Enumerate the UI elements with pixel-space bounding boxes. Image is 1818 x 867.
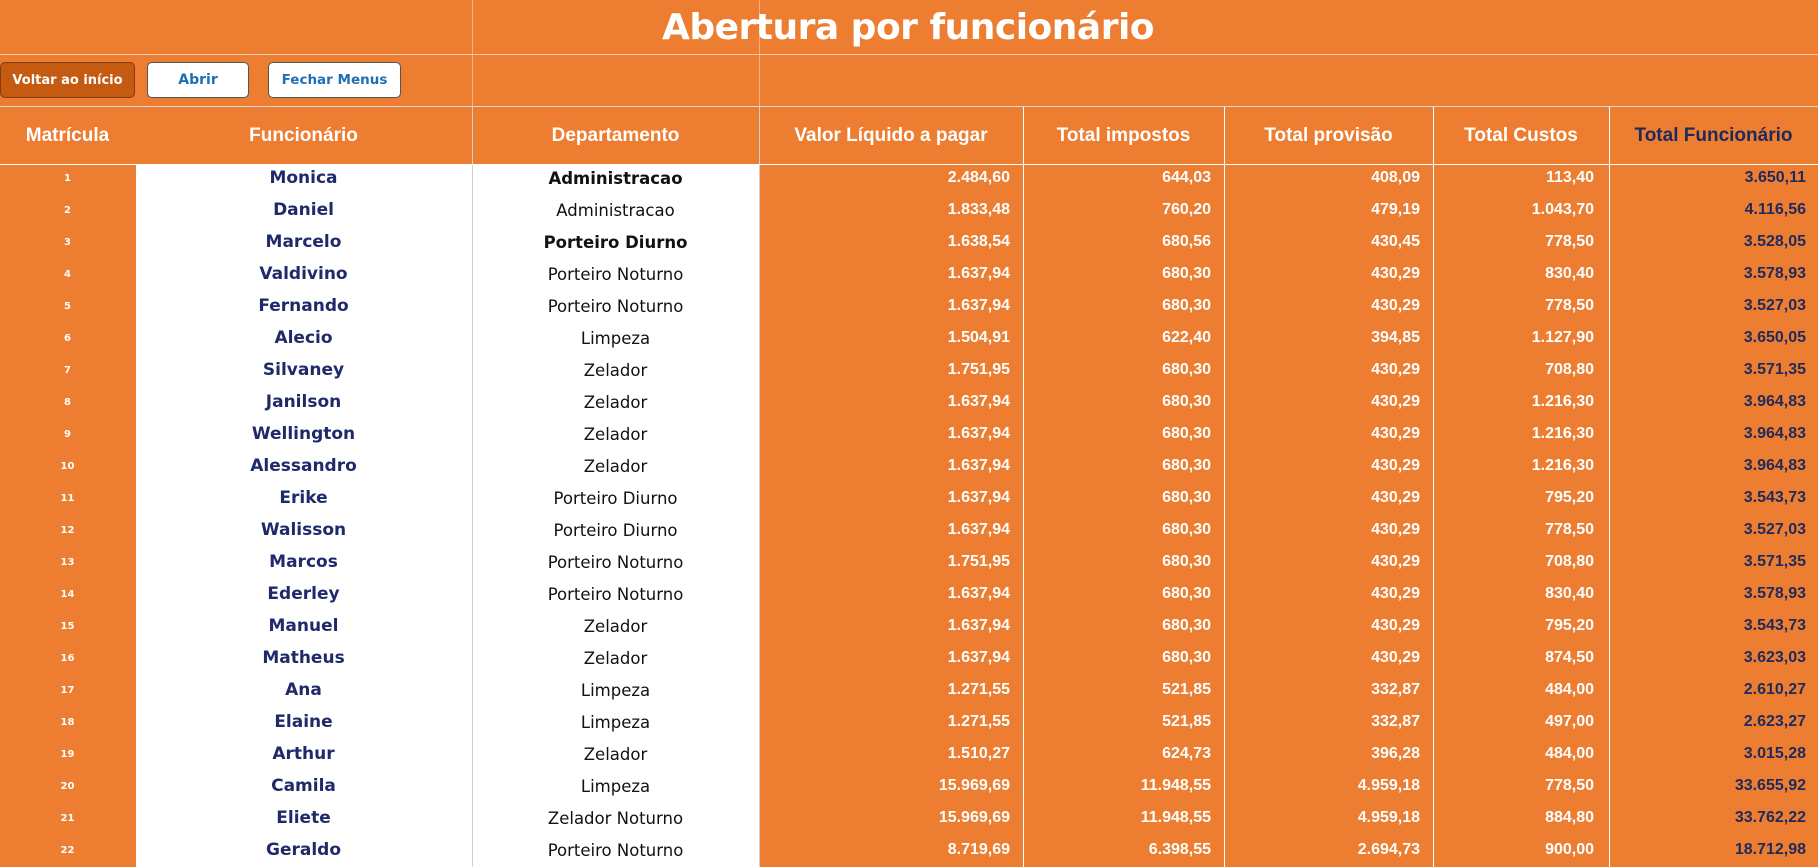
cell-total-funcionario[interactable]: 33.762,22 [1734, 809, 1806, 826]
cell-valor-liquido[interactable]: 15.969,69 [938, 809, 1010, 826]
cell-matricula[interactable]: 4 [64, 268, 71, 280]
table-row[interactable] [0, 450, 1818, 482]
cell-funcionario[interactable]: Daniel [273, 200, 334, 220]
table-row[interactable] [0, 482, 1818, 514]
cell-total-provisao[interactable]: 430,29 [1371, 649, 1420, 666]
cell-total-provisao[interactable]: 332,87 [1371, 713, 1420, 730]
cell-valor-liquido[interactable]: 1.637,94 [947, 265, 1010, 282]
cell-total-impostos[interactable]: 11.948,55 [1140, 777, 1211, 794]
cell-total-custos[interactable]: 1.216,30 [1531, 425, 1594, 442]
table-row[interactable] [0, 546, 1818, 578]
cell-funcionario[interactable]: Alecio [274, 328, 333, 348]
cell-total-funcionario[interactable]: 3.623,03 [1743, 649, 1806, 666]
cell-total-impostos[interactable]: 680,30 [1162, 265, 1211, 282]
cell-total-custos[interactable]: 1.216,30 [1531, 457, 1594, 474]
cell-total-funcionario[interactable]: 3.015,28 [1743, 745, 1806, 762]
cell-total-funcionario[interactable]: 18.712,98 [1734, 841, 1806, 858]
cell-total-custos[interactable]: 795,20 [1545, 489, 1594, 506]
cell-matricula[interactable]: 17 [60, 684, 75, 696]
cell-total-funcionario[interactable]: 3.528,05 [1743, 233, 1806, 250]
cell-valor-liquido[interactable]: 1.751,95 [947, 361, 1010, 378]
header-funcionario[interactable]: Funcionário [249, 124, 358, 146]
cell-total-provisao[interactable]: 430,29 [1371, 425, 1420, 442]
cell-valor-liquido[interactable]: 1.637,94 [947, 521, 1010, 538]
cell-total-impostos[interactable]: 624,73 [1162, 745, 1211, 762]
cell-funcionario[interactable]: Ana [285, 680, 322, 700]
cell-funcionario[interactable]: Eliete [276, 808, 331, 828]
grid-line [0, 54, 1818, 55]
cell-total-provisao[interactable]: 408,09 [1371, 169, 1420, 186]
cell-total-funcionario[interactable]: 4.116,56 [1744, 201, 1806, 218]
cell-matricula[interactable]: 10 [60, 460, 75, 472]
table-header [0, 106, 1818, 165]
cell-departamento[interactable]: Zelador [583, 616, 648, 636]
cell-valor-liquido[interactable]: 8.719,69 [947, 841, 1010, 858]
cell-total-custos[interactable]: 1.043,70 [1531, 201, 1594, 218]
table-row[interactable] [0, 194, 1818, 226]
table-row[interactable] [0, 386, 1818, 418]
cell-funcionario[interactable]: Erike [279, 488, 328, 508]
cell-total-impostos[interactable]: 680,30 [1162, 585, 1211, 602]
table-row[interactable] [0, 514, 1818, 546]
cell-total-impostos[interactable]: 680,30 [1162, 521, 1211, 538]
cell-departamento[interactable]: Zelador [583, 648, 648, 668]
cell-total-impostos[interactable]: 760,20 [1162, 201, 1211, 218]
cell-total-funcionario[interactable]: 3.578,93 [1743, 265, 1806, 282]
cell-valor-liquido[interactable]: 1.271,55 [947, 713, 1010, 730]
home-button[interactable]: Voltar ao início [0, 62, 135, 98]
cell-funcionario[interactable]: Camila [271, 776, 336, 796]
table-row[interactable] [0, 578, 1818, 610]
cell-total-impostos[interactable]: 680,30 [1162, 617, 1211, 634]
cell-total-provisao[interactable]: 396,28 [1371, 745, 1420, 762]
cell-matricula[interactable]: 14 [60, 588, 75, 600]
cell-total-custos[interactable]: 113,40 [1545, 169, 1594, 186]
cell-total-funcionario[interactable]: 3.571,35 [1743, 553, 1806, 570]
cell-total-custos[interactable]: 900,00 [1545, 841, 1594, 858]
cell-total-custos[interactable]: 708,80 [1545, 361, 1594, 378]
cell-departamento[interactable]: Limpeza [580, 776, 651, 796]
table-row[interactable] [0, 610, 1818, 642]
cell-total-funcionario[interactable]: 3.527,03 [1743, 297, 1806, 314]
cell-total-impostos[interactable]: 521,85 [1162, 713, 1211, 730]
cell-funcionario[interactable]: Fernando [258, 296, 349, 316]
cell-total-custos[interactable]: 497,00 [1545, 713, 1594, 730]
table-row[interactable] [0, 674, 1818, 706]
cell-total-provisao[interactable]: 430,29 [1371, 297, 1420, 314]
cell-valor-liquido[interactable]: 1.637,94 [947, 393, 1010, 410]
cell-funcionario[interactable]: Alessandro [250, 456, 357, 476]
cell-total-provisao[interactable]: 430,29 [1371, 489, 1420, 506]
table-row[interactable] [0, 642, 1818, 674]
cell-total-provisao[interactable]: 430,29 [1371, 265, 1420, 282]
cell-departamento[interactable]: Limpeza [580, 712, 651, 732]
header-total-custos[interactable]: Total Custos [1464, 124, 1578, 146]
cell-matricula[interactable]: 9 [64, 428, 71, 440]
cell-total-provisao[interactable]: 430,29 [1371, 553, 1420, 570]
cell-total-custos[interactable]: 778,50 [1545, 297, 1594, 314]
cell-departamento[interactable]: Porteiro Noturno [547, 552, 684, 572]
cell-total-impostos[interactable]: 680,56 [1162, 233, 1211, 250]
cell-departamento[interactable]: Administracao [548, 168, 683, 188]
cell-total-provisao[interactable]: 430,29 [1371, 521, 1420, 538]
cell-matricula[interactable]: 19 [60, 748, 75, 760]
page-title: Abertura por funcionário [661, 6, 1155, 48]
cell-matricula[interactable]: 18 [60, 716, 75, 728]
cell-total-impostos[interactable]: 680,30 [1162, 425, 1211, 442]
cell-valor-liquido[interactable]: 1.504,91 [947, 329, 1010, 346]
cell-total-provisao[interactable]: 4.959,18 [1357, 777, 1420, 794]
cell-matricula[interactable]: 22 [60, 844, 75, 856]
header-valor-liquido[interactable]: Valor Líquido a pagar [794, 124, 988, 146]
cell-total-custos[interactable]: 830,40 [1545, 265, 1594, 282]
cell-total-funcionario[interactable]: 2.610,27 [1743, 681, 1806, 698]
cell-total-provisao[interactable]: 430,45 [1371, 233, 1420, 250]
cell-total-custos[interactable]: 884,80 [1545, 809, 1594, 826]
cell-departamento[interactable]: Zelador [583, 392, 648, 412]
cell-funcionario[interactable]: Silvaney [262, 360, 345, 380]
cell-departamento[interactable]: Zelador [583, 360, 648, 380]
header-total-impostos[interactable]: Total impostos [1056, 124, 1191, 146]
cell-total-custos[interactable]: 1.127,90 [1531, 329, 1594, 346]
cell-total-provisao[interactable]: 430,29 [1371, 617, 1420, 634]
cell-total-custos[interactable]: 778,50 [1545, 777, 1594, 794]
cell-matricula[interactable]: 7 [64, 364, 71, 376]
cell-total-impostos[interactable]: 680,30 [1162, 489, 1211, 506]
cell-total-custos[interactable]: 1.216,30 [1531, 393, 1594, 410]
cell-valor-liquido[interactable]: 15.969,69 [938, 777, 1010, 794]
cell-funcionario[interactable]: Marcelo [265, 232, 342, 252]
table-row[interactable] [0, 706, 1818, 738]
cell-funcionario[interactable]: Matheus [262, 648, 345, 668]
cell-total-custos[interactable]: 830,40 [1545, 585, 1594, 602]
cell-funcionario[interactable]: Wellington [251, 424, 356, 444]
cell-departamento[interactable]: Porteiro Diurno [553, 520, 678, 540]
cell-funcionario[interactable]: Arthur [272, 744, 335, 764]
cell-total-impostos[interactable]: 11.948,55 [1140, 809, 1211, 826]
cell-departamento[interactable]: Zelador [583, 424, 648, 444]
cell-valor-liquido[interactable]: 1.510,27 [947, 745, 1010, 762]
cell-total-funcionario[interactable]: 3.650,11 [1744, 169, 1806, 186]
cell-valor-liquido[interactable]: 1.638,54 [947, 233, 1010, 250]
cell-total-provisao[interactable]: 430,29 [1371, 393, 1420, 410]
open-button[interactable]: Abrir [147, 62, 249, 98]
cell-total-provisao[interactable]: 2.694,73 [1357, 841, 1420, 858]
cell-total-impostos[interactable]: 521,85 [1162, 681, 1211, 698]
table-row[interactable] [0, 290, 1818, 322]
header-total-provisao[interactable]: Total provisão [1264, 124, 1393, 146]
cell-total-funcionario[interactable]: 3.964,83 [1743, 457, 1806, 474]
cell-valor-liquido[interactable]: 1.637,94 [947, 297, 1010, 314]
cell-matricula[interactable]: 5 [64, 300, 71, 312]
cell-funcionario[interactable]: Walisson [260, 520, 347, 540]
cell-total-funcionario[interactable]: 2.623,27 [1743, 713, 1806, 730]
cell-valor-liquido[interactable]: 1.637,94 [947, 649, 1010, 666]
cell-total-impostos[interactable]: 644,03 [1162, 169, 1211, 186]
cell-matricula[interactable]: 6 [64, 332, 71, 344]
table-row[interactable] [0, 322, 1818, 354]
cell-total-funcionario[interactable]: 3.650,05 [1743, 329, 1806, 346]
cell-valor-liquido[interactable]: 1.833,48 [947, 201, 1010, 218]
cell-matricula[interactable]: 2 [64, 204, 71, 216]
cell-valor-liquido[interactable]: 1.637,94 [947, 425, 1010, 442]
cell-total-funcionario[interactable]: 3.527,03 [1743, 521, 1806, 538]
table-row[interactable] [0, 354, 1818, 386]
cell-total-custos[interactable]: 778,50 [1545, 233, 1594, 250]
table-row[interactable] [0, 770, 1818, 802]
cell-matricula[interactable]: 16 [60, 652, 75, 664]
cell-departamento[interactable]: Porteiro Noturno [547, 264, 684, 284]
cell-total-custos[interactable]: 778,50 [1545, 521, 1594, 538]
cell-total-provisao[interactable]: 430,29 [1371, 457, 1420, 474]
cell-funcionario[interactable]: Janilson [265, 392, 342, 412]
cell-total-provisao[interactable]: 332,87 [1371, 681, 1420, 698]
cell-total-provisao[interactable]: 430,29 [1371, 585, 1420, 602]
cell-departamento[interactable]: Zelador [583, 744, 648, 764]
cell-funcionario[interactable]: Marcos [269, 552, 338, 572]
cell-total-provisao[interactable]: 4.959,18 [1357, 809, 1420, 826]
table-row[interactable] [0, 226, 1818, 258]
cell-matricula[interactable]: 20 [60, 780, 75, 792]
cell-total-funcionario[interactable]: 3.964,83 [1743, 393, 1806, 410]
table-row[interactable] [0, 418, 1818, 450]
cell-valor-liquido[interactable]: 1.637,94 [947, 457, 1010, 474]
cell-departamento[interactable]: Porteiro Noturno [547, 584, 684, 604]
cell-total-funcionario[interactable]: 3.571,35 [1743, 361, 1806, 378]
cell-total-impostos[interactable]: 680,30 [1162, 361, 1211, 378]
cell-total-custos[interactable]: 795,20 [1545, 617, 1594, 634]
table-row[interactable] [0, 802, 1818, 834]
cell-total-funcionario[interactable]: 33.655,92 [1734, 777, 1806, 794]
cell-funcionario[interactable]: Monica [269, 168, 338, 188]
cell-matricula[interactable]: 13 [60, 556, 75, 568]
cell-matricula[interactable]: 15 [60, 620, 75, 632]
cell-total-custos[interactable]: 874,50 [1545, 649, 1594, 666]
cell-total-funcionario[interactable]: 3.964,83 [1743, 425, 1806, 442]
cell-total-provisao[interactable]: 479,19 [1371, 201, 1420, 218]
header-departamento[interactable]: Departamento [551, 124, 680, 146]
cell-total-funcionario[interactable]: 3.543,73 [1743, 617, 1806, 634]
cell-departamento[interactable]: Limpeza [580, 328, 651, 348]
cell-departamento[interactable]: Porteiro Diurno [543, 232, 688, 252]
close-menus-button[interactable]: Fechar Menus [268, 62, 401, 98]
cell-funcionario[interactable]: Valdivino [259, 264, 348, 284]
table-row[interactable] [0, 258, 1818, 290]
cell-matricula[interactable]: 21 [60, 812, 75, 824]
cell-departamento[interactable]: Limpeza [580, 680, 651, 700]
cell-total-funcionario[interactable]: 3.578,93 [1743, 585, 1806, 602]
cell-matricula[interactable]: 8 [64, 396, 71, 408]
table-row[interactable] [0, 738, 1818, 770]
cell-departamento[interactable]: Porteiro Noturno [547, 296, 684, 316]
table-row[interactable] [0, 834, 1818, 866]
cell-departamento[interactable]: Administracao [556, 200, 675, 220]
cell-funcionario[interactable]: Elaine [274, 712, 333, 732]
cell-total-custos[interactable]: 484,00 [1545, 681, 1594, 698]
cell-valor-liquido[interactable]: 1.637,94 [947, 489, 1010, 506]
cell-matricula[interactable]: 12 [60, 524, 75, 536]
cell-valor-liquido[interactable]: 2.484,60 [947, 169, 1010, 186]
cell-total-provisao[interactable]: 394,85 [1371, 329, 1420, 346]
cell-total-provisao[interactable]: 430,29 [1371, 361, 1420, 378]
cell-valor-liquido[interactable]: 1.751,95 [947, 553, 1010, 570]
cell-total-impostos[interactable]: 680,30 [1162, 649, 1211, 666]
cell-total-impostos[interactable]: 680,30 [1162, 393, 1211, 410]
cell-matricula[interactable]: 3 [64, 236, 71, 248]
cell-total-impostos[interactable]: 622,40 [1162, 329, 1211, 346]
cell-total-funcionario[interactable]: 3.543,73 [1743, 489, 1806, 506]
cell-matricula[interactable]: 11 [60, 492, 75, 504]
cell-matricula[interactable]: 1 [64, 172, 71, 184]
cell-valor-liquido[interactable]: 1.637,94 [947, 617, 1010, 634]
cell-departamento[interactable]: Porteiro Noturno [547, 840, 684, 860]
cell-total-impostos[interactable]: 680,30 [1162, 553, 1211, 570]
cell-departamento[interactable]: Zelador Noturno [547, 808, 684, 828]
cell-valor-liquido[interactable]: 1.637,94 [947, 585, 1010, 602]
cell-funcionario[interactable]: Manuel [268, 616, 339, 636]
cell-funcionario[interactable]: Geraldo [265, 840, 341, 860]
cell-departamento[interactable]: Porteiro Diurno [553, 488, 678, 508]
header-total-funcionario[interactable]: Total Funcionário [1634, 124, 1793, 146]
cell-total-impostos[interactable]: 6.398,55 [1148, 841, 1211, 858]
cell-total-custos[interactable]: 708,80 [1545, 553, 1594, 570]
cell-departamento[interactable]: Zelador [583, 456, 648, 476]
cell-valor-liquido[interactable]: 1.271,55 [947, 681, 1010, 698]
cell-total-impostos[interactable]: 680,30 [1162, 297, 1211, 314]
cell-funcionario[interactable]: Ederley [267, 584, 340, 604]
header-matricula[interactable]: Matrícula [25, 124, 110, 146]
cell-total-custos[interactable]: 484,00 [1545, 745, 1594, 762]
cell-total-impostos[interactable]: 680,30 [1162, 457, 1211, 474]
table-row[interactable] [0, 162, 1818, 194]
